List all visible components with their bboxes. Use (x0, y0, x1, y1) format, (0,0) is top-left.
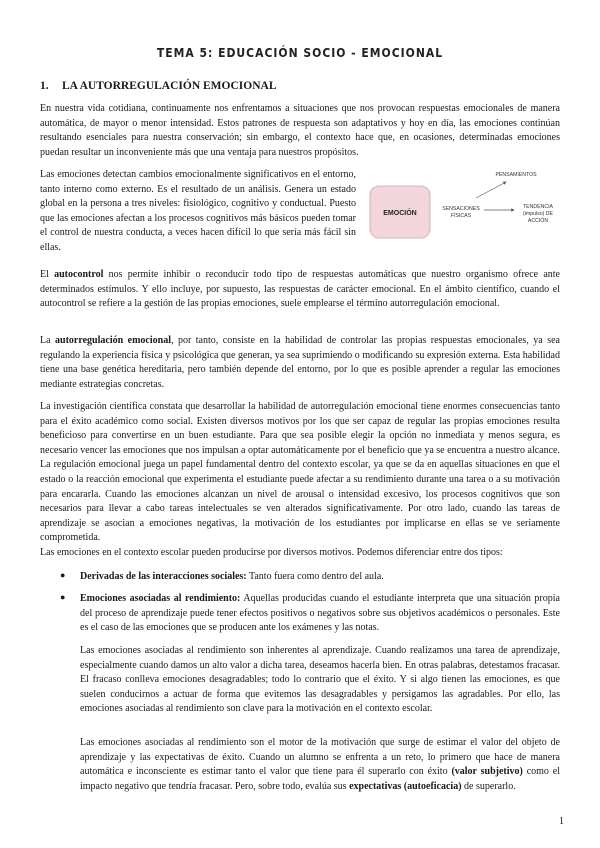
bullet-social-term: Derivadas de las interacciones sociales: (80, 571, 247, 582)
autorregulacion-post: , por tanto, consiste en la habilidad de controlar las propias respuestas emocionales, ya sea regulando la experiencia física y psicológica que generan, ya sea suprimiendo o modificando su expresión externa. Esta habilidad tiene una base genética hereditaria, pero también depende del entorno, por lo que es posible aprender a regular las emociones mediante estrategias concretas. (40, 335, 560, 390)
paragraph-autocontrol (40, 268, 560, 312)
paragraph-autorregulacion (40, 334, 560, 392)
motivation-part-d: de superarlo. (461, 780, 516, 792)
bullet-performance-text (80, 592, 560, 636)
section-number: 1. (40, 80, 49, 92)
bullet-performance-desc: Aquellas producidas cuando el estudiante interpreta que una situación propia del proceso de aprendizaje puede tener efectos positivos o negativos sobre sus objetivos académicos o personales. Este es el caso de las emociones que se producen ante los exámenes y las notas. (80, 593, 560, 634)
page-title: TEMA 5: EDUCACIÓN SOCIO - EMOCIONAL (156, 46, 444, 60)
autocontrol-term: autocontrol (54, 269, 104, 280)
paragraph-research: La investigación científica constata que desarrollar la habilidad de autorregulación emocional tiene enormes consecuencias tanto para el éxito académico como social. Existen diversos motivos por los que ser capaz de regular las propias emociones resulta beneficioso para convertirse en un buen estudiante. Para que sea posible elegir la opción no inmediata y menos segura, es necesario vencer las emociones que nos impulsan a optar automáticamente por el beneficio que ya se encuentra a nuestro alcance. La regulación emocional juega un papel fundamental dentro del contexto escolar, ya que se da en aquellas situaciones en que el estado o la reacción emocional que experimenta el estudiante puede afectar a su rendimiento durante una tarea o a su motivación para encararla. Cuando las emociones alcanzan un nivel de arousal o intensidad excesivo, los procesos cognitivos que son necesarios para llevar a cabo tareas intelectuales se ven alterados significativamente. Por otro lado, cuando las tareas de aprendizaje se asocian a emociones negativas, la motivación de los estudiantes por implicarse en ellas se ve seriamente comprometida. (40, 401, 560, 544)
diagram-sensations-label-2: FÍSICAS (450, 213, 472, 219)
paragraph-school-emotions: Las emociones en el contexto escolar pueden producirse por diversos motivos. Podemos diferenciar entre dos tipos: (40, 547, 503, 558)
section-heading-text: LA AUTORREGULACIÓN EMOCIONAL (62, 80, 277, 92)
autocontrol-pre: El (40, 269, 55, 280)
motivation-part-c: como el impacto negativo que tendría fracasar. Pero, sobre todo, evalúa sus (80, 766, 560, 792)
bullet-performance-term: Emociones asociadas al rendimiento: (80, 593, 241, 604)
diagram-emotion-label: EMOCIÓN (383, 210, 417, 217)
diagram-tendency-label-1: TENDENCIA (523, 204, 553, 210)
paragraph-motivation (80, 736, 560, 794)
diagram-thoughts-label: PENSAMIENTOS (495, 172, 537, 178)
paragraph-intro: En nuestra vida cotidiana, continuamente nos enfrentamos a situaciones que nos provocan respuestas emocionales de manera automática, de mayor o menor intensidad. Estos patrones de respuesta son adaptativos y hoy en día, las emociones continúan resultando esenciales para nuestra conservación; sin embargo, el contexto hace que, en ocasiones, determinadas emociones puedan resultar un inconveniente más que una ventaja para nuestros propósitos. (40, 103, 560, 158)
arrow-to-thoughts (476, 182, 506, 198)
bullet-social-desc: Tanto fuera como dentro del aula. (246, 571, 384, 582)
subjective-value-term: (valor subjetivo) (451, 766, 523, 778)
page-number: 1 (559, 816, 564, 827)
expectations-term: expectativas (autoeficacia) (349, 780, 462, 792)
motivation-part-a: Las emociones asociadas al rendimiento son el motor de la motivación que surge de estimar el valor del objeto de aprendizaje y las expectativas de éxito. Cuando un alumno se enfrenta a un reto, lo primero que hace de manera automática e inconsciente es estimar tanto el valor que tiene para él superarlo con éxito (80, 737, 560, 778)
bullet-dot: ● (60, 592, 66, 602)
section-heading (40, 80, 277, 92)
diagram-sensations-label-1: SENSACIONES (442, 206, 480, 212)
diagram-tendency-label-3: ACCIÓN (527, 218, 549, 224)
bullet-social-text (80, 570, 560, 585)
autorregulacion-pre: La (40, 335, 56, 346)
emotion-diagram-svg (366, 160, 564, 260)
diagram-tendency-label-2: (impulso) DE (523, 211, 553, 217)
bullet-dot: ● (60, 570, 66, 580)
autorregulacion-term: autorregulación emocional (55, 335, 171, 346)
paragraph-performance-emotions: Las emociones asociadas al rendimiento son inherentes al aprendizaje. Cuando realizamos una tarea de aprendizaje, especialmente cuando damos un alto valor a dicha tarea, deseamos hacerla bien. En otras palabras, detestamos fracasar. El fracaso conlleva emociones desagradables; todo lo contrario que el éxito. Y si algo tienen las emociones, es que suelen conducirnos a actuar de forma que evitemos las desagradables y persigamos las agradables. Por ello, las emociones asociadas al rendimiento son clave para la motivación en el contexto escolar. (80, 645, 560, 715)
paragraph-emotions-detect: Las emociones detectan cambios emocionalmente significativos en el entorno, tanto interno como externo. Es el resultado de un análisis. Genera un estado global en la persona a tres niveles: fisiológico, cognitivo y conductual. Puesto que las emociones afectan a los procesos cognitivos más básicos pueden tomar el control de nuestra conducta, a veces hacen difícil lo que sería más fácil sin ellas. (40, 169, 356, 253)
emotion-diagram (366, 160, 564, 260)
autocontrol-post: nos permite inhibir o reconducir todo tipo de respuestas automáticas que nuestro organismo ofrece ante determinados estímulos. Y ello incluye, por supuesto, las respuestas de carácter emocional. En el ámbito científico, cuando el autocontrol se refiere a la gestión de las propias emociones, suele emplearse el término autorregulación emocional. (40, 269, 560, 310)
